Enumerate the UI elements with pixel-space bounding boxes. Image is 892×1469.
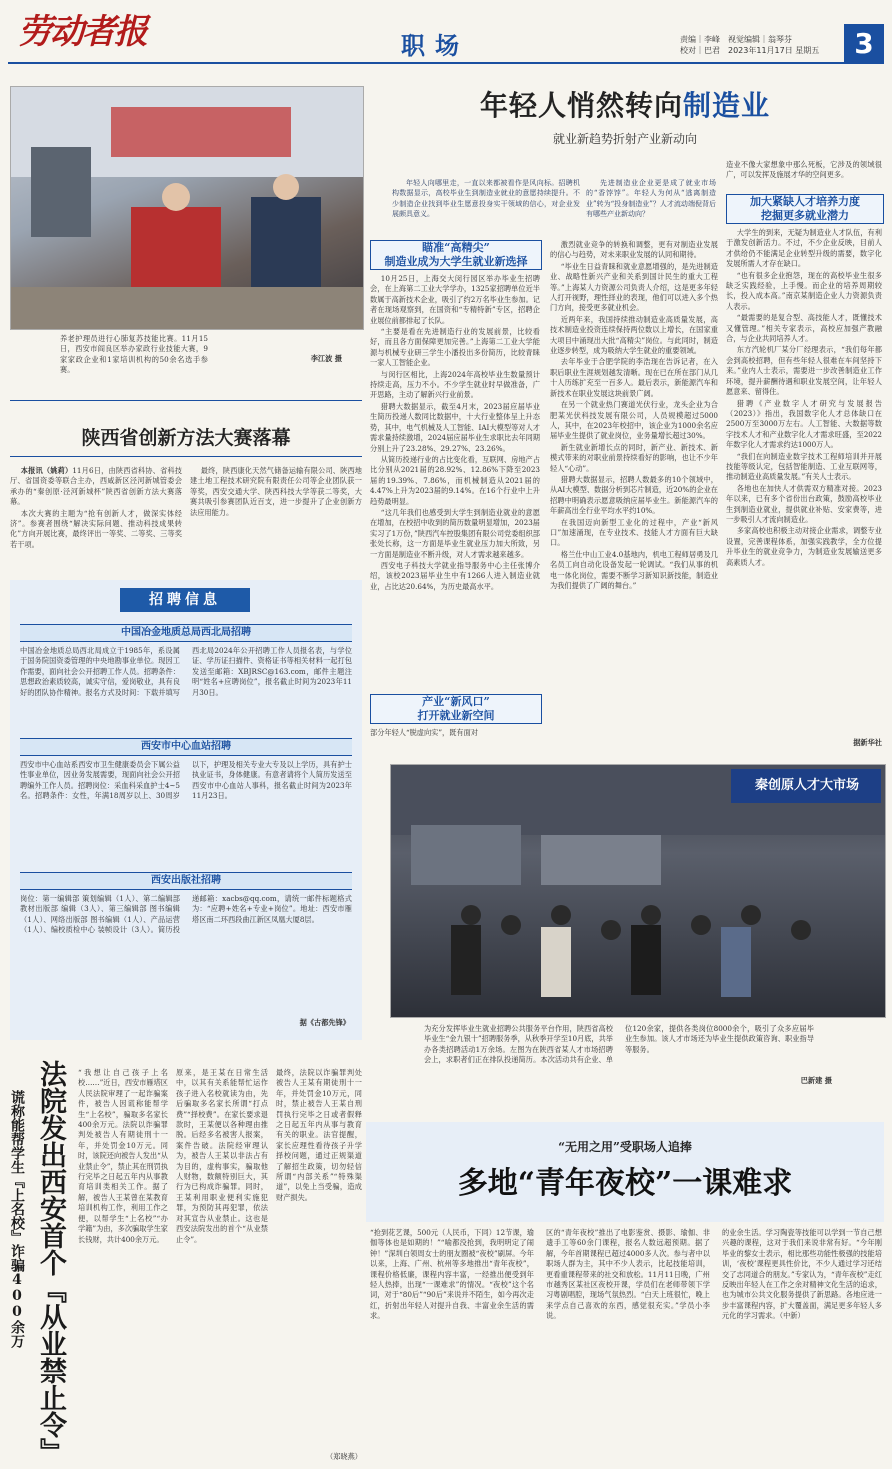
masthead-rule [8, 62, 884, 64]
nightschool-col2: 区的“青年夜校”推出了电影鉴赏、摄影、瑜伽、非遗手工等60余门课程，报名人数远超预期。据了解，今年首期课程已超过4000多人次。参与者中以职场人群为主，其中不少人表示，比起技能培训，更看重课程带来的社交和放松。11月11日晚，广州市越秀区某社区夜校开课，学员们在老师带领下学习粤剧唱腔，现场气氛热烈。“白天上班很忙，晚上来学点自己喜欢的东西，感觉很充实。”学员小李说。 [546, 1228, 710, 1321]
job-fair-banner-sign: 秦创原人才大市场 [754, 778, 859, 793]
lead-subhead-2-line1: 产业“新风口” [422, 695, 490, 708]
recruit-head-3: 西安出版社招聘 [20, 872, 352, 890]
rule-contest-bottom [10, 456, 362, 457]
court-author: （郑晓燕） [326, 1452, 362, 1461]
lead-col2-p6: 新生就业新增长点的同时，新产业、新技术、新模式带来的对职业前景持续看好的影响，也让不少年轻人“心动”。 [550, 442, 718, 473]
contest-para-2: 本次大赛的主题为“抢有创新人才，做深实体经济”。参赛者围绕“解决实际问题、推动科技成果转化”方向开展比赛，最终评出一等奖、二等奖、三等奖若干项。 [10, 508, 182, 549]
court-title: 法院发出西安首个『从业禁止令』 [35, 1060, 66, 1465]
nightschool-kicker: “无用之用”受职场人追捧 [558, 1140, 692, 1154]
nightschool-col1: “抢到花艺课，500元（人民币，下同）12节课，瑜伽等体也是如期的！”“喻都没抢到，我明明定了闹钟！”深圳白领周女士的朋友圈被“夜校”刷屏。今年以来，上海、广州、杭州等多地推出“青年夜校”，课程价格低廉，课程内容丰富，一经推出便受到年轻人热捧，出现“一课难求”的情况。“夜校”这个名词，对于“80后”“90后”来说并不陌生，如今再次走红，折射出年轻人对提升自我、丰富业余生活的需求。 [370, 1228, 534, 1321]
contest-para-1: 11月6日，由陕西省科协、省科技厅、省国资委等联合主办，西咸新区泾河新城管委会承办的“秦创原·泾河新城杯”陕西省创新方法大赛落幕。 [10, 466, 182, 507]
contest-title: 陕西省创新方法大赛落幕 [81, 427, 291, 449]
lead-subhead-1 [370, 240, 542, 270]
lead-col1-p4: 猎聘大数据显示，截至4月末，2023届应届毕业生简历投递人数同比数据中，十大行业整体呈上升态势，其中，电气机械及人工智能、IAI大模型等对人才需求量持续激增，2024届应届毕业生求职比去年同期分别上升了23.28%、29.27%、23.26%。 [370, 401, 540, 453]
photo-top-author-wrap [212, 334, 342, 364]
nightschool-col3: 的业余生活。学习陶瓷等技能可以学到一节自己想兴趣的课程，这对于我们来说非常有好。“今年刚毕业的黎女士表示，相比那些功能性极强的技能培训，‘夜校’课程更具性价比，不少人通过学习还结交了志同道合的朋友。”专家认为，“青年夜校”走红反映出年轻人在工作之余对精神文化生活的追求，也为城市公共文化服务提供了新思路。各地应进一步丰富课程内容，扩大覆盖面，满足更多年轻人多元化的学习需求。（中新） [722, 1228, 882, 1321]
header-meta [680, 34, 840, 56]
lead-author: 据新华社 [853, 738, 882, 747]
lead-subhead-1-line1: 瞄准“高精尖” [422, 241, 490, 254]
contest-body-col1 [10, 466, 182, 570]
recruit-body-3: 岗位：第一编辑部 策划编辑（1人）、第二编辑部 教材出版部 编辑（3人）、第三编辑部 图书编辑（1人）、网络出版部 图书编辑（1人）、产品运营（1人）、编校质检中心 装帧设计（3人）。简历投递邮箱：xacbs@qq.com，请统一邮件标题格式为：“应聘+姓名+专业+岗位”。地址：西安市雁塔区南二环西段曲江新区凤凰大厦8层。 [20, 894, 352, 935]
lead-col1-p6: “这几年我们也感受到大学生到制造业就业的意愿在增加，在校招中收到的简历数量明显增加，2023届实习了1万份，”陕西汽车控股集团有限公司党委组织部张处长称，这一方面是毕业生就业压力加大所致，另一方面是制造业不断升级，对人才需求越来越多。 [370, 507, 540, 559]
court-col1: “我想让自己孩子上名校……”近日，西安市雁塔区人民法院审理了一起诈骗案件，被告人因谎称能帮学生“上名校”，骗取多名家长400余万元。法院以诈骗罪判处被告人有期徒刑十一年，并处罚金10万元。同时，该院还向被告人发出“从业禁止令”，禁止其在刑罚执行完毕之日起五年内从事教育培训类相关工作。据了解，被告人王某曾在某教育培训机构工作，利用工作之便，以帮学生“上名校”“办学籍”为由，多次骗取学生家长钱财，共计400余万元。 [78, 1068, 168, 1244]
editor-label: 责编｜李峰 [680, 35, 720, 44]
nightschool-headline: 多地“青年夜校”一课难求 [457, 1166, 793, 1201]
newspaper-logo: 劳动者报 [18, 12, 146, 52]
visual-editor-label: 视觉编辑｜翁琴芬 [728, 35, 792, 44]
lead-subhead-3-line1: 加大紧缺人才培养力度 [750, 195, 860, 208]
lead-col1-p3: 与闵行区相比，上海2024年高校毕业生数量预计持续走高，压力不小。不少学生就业时早做准备，广开思路，主动了解新兴行业前景。 [370, 369, 540, 400]
recruit-head-1: 中国冶金地质总局西北局招聘 [20, 624, 352, 642]
lead-subhead: 就业新趋势折射产业新动向 [552, 132, 697, 146]
lead-headline-plain: 年轻人悄然转向 [479, 89, 683, 122]
photo-cpr-contest [10, 86, 364, 330]
lead-subhead-2 [370, 694, 542, 724]
recruit-source: 据《古都先锋》 [299, 1018, 350, 1027]
lead-subhead-1-line2: 制造业成为大学生就业新选择 [384, 255, 528, 268]
lead-col1-p7: 西安电子科技大学就业指导服务中心主任张博介绍，该校2023届毕业生中有1266人进入制造业就业，占比达20.64%，为历史最高水平。 [370, 560, 540, 591]
lead-col3-p5: 猎聘《产业数字人才研究与发展报告（2023）》指出，我国数字化人才总体缺口在2500万至3000万左右。人工智能、大数据等数字技术人才和产业数字化人才需求旺盛，至2022年数字化人才需求约达1000万人。 [726, 398, 882, 450]
lead-col2-p2: “毕业生日益青睐和就业意愿增强的，是先进制造业、战略性新兴产业和关系到国计民生的重大工程等。”上海某人力资源公司负责人介绍，这是更多年轻人打开视野，理性择业的表现，他们可以进入多个热门方向，接受更多就业机会。 [550, 261, 718, 313]
rule-contest-top [10, 400, 362, 401]
lead-col1-p1: 10月25日，上海交大闵行园区举办毕业生招聘会，在上海第二工业大学学办，1325家招聘单位近半数属于高新技术企业，吸引了约2万名毕业生参加。记者在现场观察到，在国资和“专精特新”专区，招聘企业展位前都排起了长队。 [370, 274, 540, 325]
recruit-title: 招聘信息 [120, 588, 250, 612]
lead-col2-p5: 在另一个就业热门赛道光伏行业，龙头企业为合肥某光伏科技发展有限公司，人员规模超过5000人，其中，在2023年校招中，该企业为1000余名应届毕业生提供了就业岗位，业务量增长超过30%。 [550, 400, 718, 441]
lead-col1-p2: “主要是看在先进制造行业的发展前景，比较看好，而且各方面保障更加完善。”上海第二工业大学能源与机械专业研三学生小潘投出多份简历，比较青睐一家人工智能企业。 [370, 327, 540, 368]
lead-intro-right: 先进制造业企业更是成了就业市场的“香饽饽”。年轻人为何从“逃离制造业”转为“投身制造业”？人才流动端倪背后有哪些产业新动向？ [586, 179, 716, 219]
lead-intro-left: 年轻人向哪里走，一直以来都被看作是风向标。招聘机构数据显示，高校毕业生到制造业就业的意愿持续提升。不少制造企业找到毕业生愿意投身实干领域的信心，对企业发展颇具意义。 [392, 179, 580, 219]
recruit-body-1: 中国冶金地质总局西北局成立于1985年，系设属于国务院国资委管理的中央地勘事业单位。现因工作需要，面向社会公开招聘工作人员。招聘条件：思想政治素质较高，诚实守信，爱岗敬业，具有良好的团队协作精神。报名方式及时间：下载并填写西北局2024年公开招聘工作人员报名表，与学位证、学历证扫描件、资格证书等相关材料一起打包发送至邮箱：XBJRSC@163.com，邮件主题注明“姓名+应聘岗位”，报名截止时间为2023年11月30日。 [20, 646, 352, 697]
lead-col3-p2: “也有很多企业抱怨，现在的高校毕业生很多缺乏实践经验，上手慢。而企业的培养周期较长，投入成本高。”南京某制造企业人力资源负责人表示。 [726, 270, 882, 311]
lead-col2-p7: 猎聘大数据显示，招聘人数最多的10个领域中，从AI大模型、数据分析到芯片制造，近20%的企业在招聘中明确表示愿意吸纳应届毕业生。新能源汽车的年薪高出全行业平均水平约10%。 [550, 474, 718, 516]
photo-mid-author: 巴新建 摄 [800, 1076, 832, 1085]
photo-top-caption-1: 养老护理员进行心肺复苏技能比赛。11月15日，西安市阎良区举办家政行业技能大赛，9家家政企业和1家培训机构的50余名选手参赛。 [60, 334, 208, 375]
lead-col2-p8: 在我国迈向新型工业化的过程中，产业“新风口”加速涌现，在专业技术、技能人才方面有巨大缺口。 [550, 517, 718, 548]
lead-headline [380, 84, 870, 124]
lead-col1-tail: 部分年轻人“脱虚向实”，既有面对 [370, 728, 478, 737]
lead-col3-p3: “最需要的是复合型、高技能人才，既懂技术又懂管理。”相关专家表示，高校应加强产教融合，与企业共同培养人才。 [726, 313, 882, 344]
proof-label: 校对｜巴君 [680, 46, 720, 55]
photo-top-author: 李江波 摄 [310, 354, 342, 363]
lead-col2-p1: 激烈就业竞争的转换和调整，更有对制造业发展的信心与趋势，对未来职业发展的认同和期待。 [550, 240, 718, 260]
lead-col3-p7: 各地也在加快人才供需双方精准对接。2023年以来，已有多个省份出台政策，鼓励高校毕业生到制造业就业，提供就业补贴、安家费等，进一步吸引人才流向制造业。 [726, 483, 882, 524]
photo-mid-caption: 为充分发挥毕业生就业招聘公共服务平台作用，陕西省高校毕业生“金九银十”招聘服务季，从秋季开学至10月底，共举办各类招聘活动1万余场。左图为在陕西省某人才市场招聘会上，求职者们正在排队投递简历。本次活动共有企业、单位120余家，提供各类岗位8000余个，吸引了众多应届毕业生参加。该人才市场还为毕业生提供政策咨询、职业指导等服务。 [424, 1024, 814, 1065]
lead-col2-p4: 去年毕业于合肥学院的李浩现在告诉记者，在入职后职业生涯规划越发清晰。现在已在所在部门从几十人历练扩充至一百多人。最后表示，新能源汽车和新技术在职业发展这块前景广阔。 [550, 357, 718, 398]
lead-subhead-2-line2: 打开就业新空间 [417, 709, 495, 722]
lead-col1 [370, 274, 540, 690]
lead-col3-p8: 多家高校也积极主动对接企业需求，调整专业设置，完善课程体系，加强实践教学，全方位提升毕业生的就业竞争力，为制造业发展输送更多高素质人才。 [726, 526, 882, 567]
lead-col2-p3: 近两年来，我国持续推动制造业高质量发展，高技术制造业投资连续保持两位数以上增长，在国家重大项目中涌现出大批“高精尖”岗位。与此同时，制造业逐步转型，成为吸纳大学生就业的重要领域。 [550, 314, 718, 356]
court-subtitle: 谎称能帮学生『上名校』诈骗400余万 [9, 1090, 25, 1348]
section-label: 职场 [401, 31, 469, 60]
court-col2: 原来，是王某在日常生活中，以其有关系能帮忙运作孩子进入名校就读为由，先后骗取多名家长所谓“打点费”“择校费”。在家长要求退款时，王某便以各种理由推脱。后经多名被害人报案，案件告破。法院经审理认为，被告人王某以非法占有为目的，虚构事实，骗取他人财物，数额特别巨大，其行为已构成诈骗罪。同时，王某利用职业便利实施犯罪，为预防其再犯罪，依法对其宣告从业禁止。这也是西安法院发出的首个“从业禁止令”。 [176, 1068, 268, 1244]
contest-byline: 本报讯（姚莉） [20, 466, 73, 475]
lead-headline-accent: 制造业 [683, 89, 771, 122]
lead-col3-p6: “我们在向制造业数字技术工程师培训并开展技能等级认定，包括智能制造、工业互联网等，推动制造业高质量发展。”有关人士表示。 [726, 451, 882, 482]
contest-body-col2 [190, 466, 362, 570]
issue-date: 2023年11月17日 星期五 [728, 46, 820, 55]
photo-illustration [11, 87, 363, 329]
recruit-body-2: 西安市中心血站系西安市卫生健康委员会下属公益性事业单位，因业务发展需要，现面向社会公开招聘编外工作人员。招聘岗位：采血科采血护士4~5名。招聘条件：女性，年满18周岁以上、30周岁以下，护理及相关专业大专及以上学历，具有护士执业证书，身体健康。有意者请将个人简历发送至西安市中心血站人事科，报名截止时间为2023年11月23日。 [20, 760, 352, 801]
photo-job-fair-illustration [391, 765, 885, 1017]
lead-subhead-3-line2: 挖掘更多就业潜力 [761, 209, 849, 222]
lead-col1-p5: 从简历投递行业的占比变化看，互联网、房地产占比分别从2021届的28.92%、12.86%下降至2023届的19.39%、7.86%，而机械制造从2021届的4.47%上升为2023届的9.14%。在16个行业中上升趋势最明显。 [370, 454, 540, 506]
contest-para-3: 最终，陕西康化天然气储备运输有限公司、陕西地建土地工程技术研究院有限责任公司等企业团队获一等奖，西安交通大学、陕西科技大学等获二等奖，大赛共吸引参赛团队近百支，进一步提升了企业创新方法应用能力。 [190, 466, 362, 517]
lead-col3-top: 造业不像大家想象中那么死板，它涉及的领域很广，可以发挥及施展才华的空间更多。 [726, 160, 882, 180]
lead-col2-p9: 格兰仕中山工业4.0基地内，机电工程师居勇及几名员工向自动化设备发起一轮调试。“我们从事的机电一体化岗位，需要不断学习新知识新技能，制造业为我们提供了广阔的舞台。” [550, 549, 718, 590]
lead-col3-p4: 东方汽轮机厂某分厂经理表示，“我们每年都会到高校招聘，但有些年轻人很难在车间坚持下来。”业内人士表示，需要进一步改善制造业工作环境，提升薪酬待遇和职业发展空间，让年轻人愿意来、留得住。 [726, 345, 882, 397]
recruit-head-2: 西安市中心血站招聘 [20, 738, 352, 756]
lead-subhead-3 [726, 194, 884, 224]
photo-job-fair [390, 764, 886, 1018]
lead-col3 [726, 228, 882, 734]
lead-col3-p1: 大学生的到来，无疑为制造业人才队伍，有利于激发创新活力。不过，不少企业反映，目前人才供给仍不能满足企业转型升级的需要，数字化发展所需人才存在缺口。 [726, 228, 882, 269]
court-col3: 最终，法院以诈骗罪判处被告人王某有期徒刑十一年，并处罚金10万元，同时，禁止被告人王某自刑罚执行完毕之日或者假释之日起五年内从事与教育有关的职业。法官提醒，家长应理性看待孩子升学择校问题，通过正规渠道了解招生政策，切勿轻信所谓“内部关系”“特殊渠道”，以免上当受骗，造成财产损失。 [276, 1068, 362, 1202]
page-number-badge: 3 [844, 24, 884, 64]
lead-col2 [550, 240, 718, 750]
